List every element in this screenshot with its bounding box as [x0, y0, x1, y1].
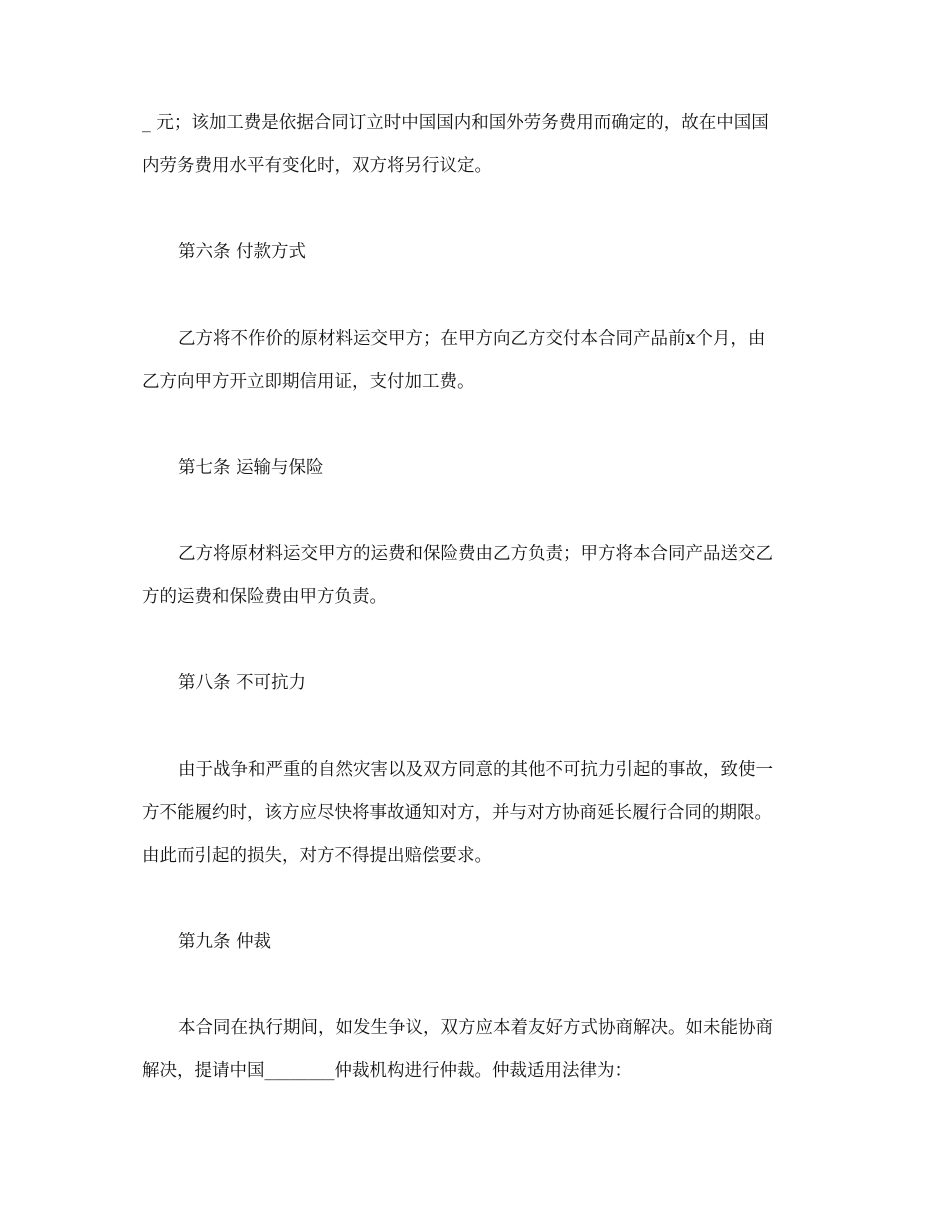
- text-line: 方不能履约时，该方应尽快将事故通知对方，并与对方协商延长履行合同的期限。: [142, 803, 772, 823]
- article-9-body: [142, 1007, 812, 1093]
- text-line: 乙方将不作价的原材料运交甲方；在甲方向乙方交付本合同产品前x个月，由: [178, 329, 766, 349]
- article-6-body: [142, 318, 812, 404]
- text-line: 乙方向甲方开立即期信用证，支付加工费。: [142, 372, 475, 392]
- text-line: 乙方将原材料运交甲方的运费和保险费由乙方负责；甲方将本合同产品送交乙: [178, 544, 773, 564]
- article-7-title: 第七条 运输与保险: [178, 458, 324, 478]
- text-line: 由于战争和严重的自然灾害以及双方同意的其他不可抗力引起的事故，致使一: [178, 760, 773, 780]
- article-8-body: [142, 749, 812, 878]
- article-7-body: [142, 533, 812, 619]
- text-line: 方的运费和保险费由甲方负责。: [142, 587, 387, 607]
- article-6-title: 第六条 付款方式: [178, 242, 307, 262]
- text-line: 内劳务费用水平有变化时，双方将另行议定。: [142, 156, 492, 176]
- text-line: 由此而引起的损失，对方不得提出赔偿要求。: [142, 846, 492, 866]
- paragraph-continuation: [142, 102, 812, 188]
- article-8-title: 第八条 不可抗力: [178, 673, 307, 693]
- text-line: _ 元；该加工费是依据合同订立时中国国内和国外劳务费用而确定的，故在中国国: [142, 113, 769, 133]
- text-line: 本合同在执行期间，如发生争议，双方应本着友好方式协商解决。如未能协商: [178, 1018, 773, 1038]
- text-line: 解决，提请中国________仲裁机构进行仲裁。仲裁适用法律为：: [142, 1061, 632, 1081]
- article-9-title: 第九条 仲裁: [178, 932, 272, 952]
